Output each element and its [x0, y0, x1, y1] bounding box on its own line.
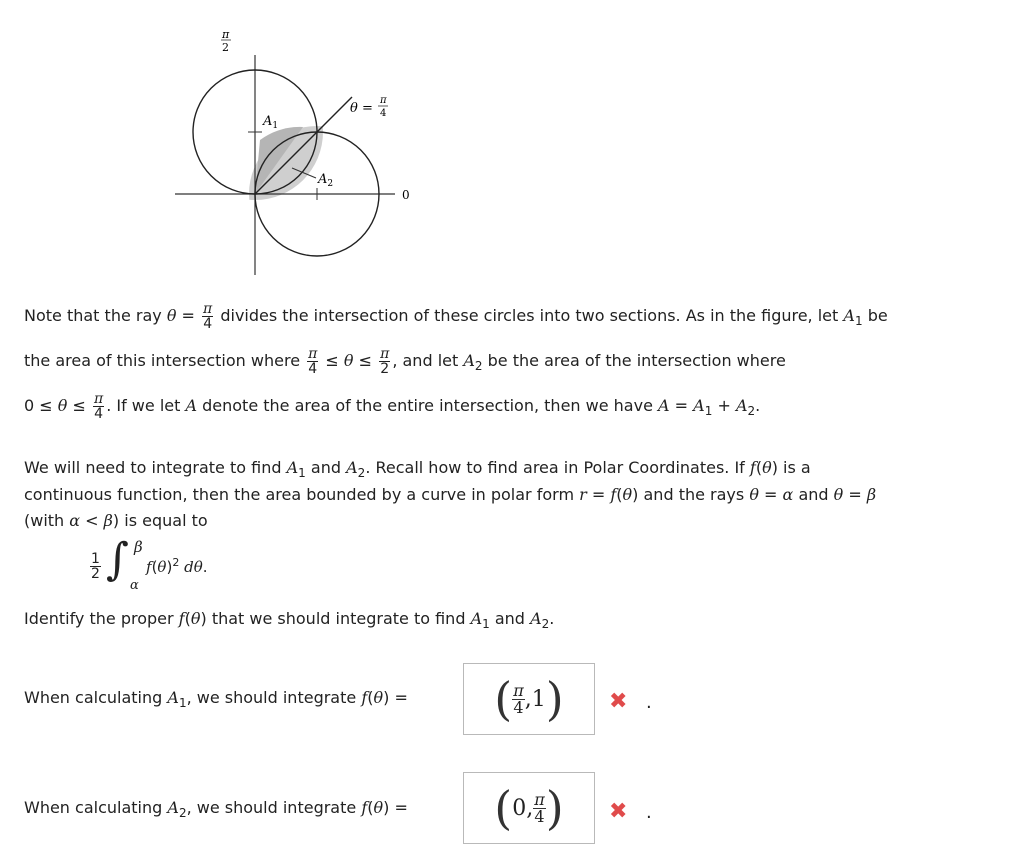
para2-line2: continuous function, then the area bounded by a curve in polar form r = f(θ) and the rays θ = α and θ = β	[24, 485, 877, 504]
svg-text:π: π	[380, 95, 387, 106]
q1-answer-input[interactable]: ( $\frac{\pi}{4}$ ,1 )	[463, 663, 595, 735]
label-pi-over-2: π	[222, 28, 230, 41]
svg-text:2: 2	[222, 41, 229, 54]
identify-line: Identify the proper f(θ) that we should integrate to find $A_1$ and $A_2$.	[24, 609, 555, 632]
para1-line1: Note that the ray θ = $\frac{\pi}{4}$ divides the intersection of these circles into two sections. As in the figure, let $A_1$ be	[24, 301, 888, 332]
polar-circles-figure	[170, 10, 610, 300]
q2-period: .	[646, 802, 652, 823]
para2-line1: We will need to integrate to find $A_1$ and $A_2$. Recall how to find area in Polar Coordinates. If f(θ) is a	[24, 458, 811, 481]
q2-answer-input[interactable]: ( 0, $\frac{\pi}{4}$ )	[463, 772, 595, 844]
label-a2: $A_2$	[318, 172, 334, 189]
q1-period: .	[646, 692, 652, 713]
para2-line3: (with α < β) is equal to	[24, 511, 208, 530]
para1-line3: 0 ≤ θ ≤ $\frac{\pi}{4}$ . If we let A denote the area of the entire intersection, then we have $A = A_1 + A_2$.	[24, 391, 761, 422]
q2-label: When calculating $A_2$, we should integrate f(θ) =	[24, 798, 408, 821]
svg-text:4: 4	[380, 108, 387, 119]
label-a1: $A_1$	[263, 114, 279, 131]
para1-line2: the area of this intersection where $\frac{\pi}{4}$ ≤ θ ≤ $\frac{\pi}{2}$ , and let $A_2$ be the area of the intersection where	[24, 346, 786, 377]
area-integral-formula: $\frac{1}{2}$ ∫ β α $f(\theta)^2$ dθ.	[91, 534, 208, 593]
q1-label: When calculating $A_1$, we should integrate f(θ) =	[24, 688, 408, 711]
q1-incorrect-icon: ✖	[609, 689, 628, 714]
label-zero: 0	[402, 188, 410, 202]
q2-incorrect-icon: ✖	[609, 799, 628, 824]
label-theta-ray: θ =	[350, 101, 373, 116]
